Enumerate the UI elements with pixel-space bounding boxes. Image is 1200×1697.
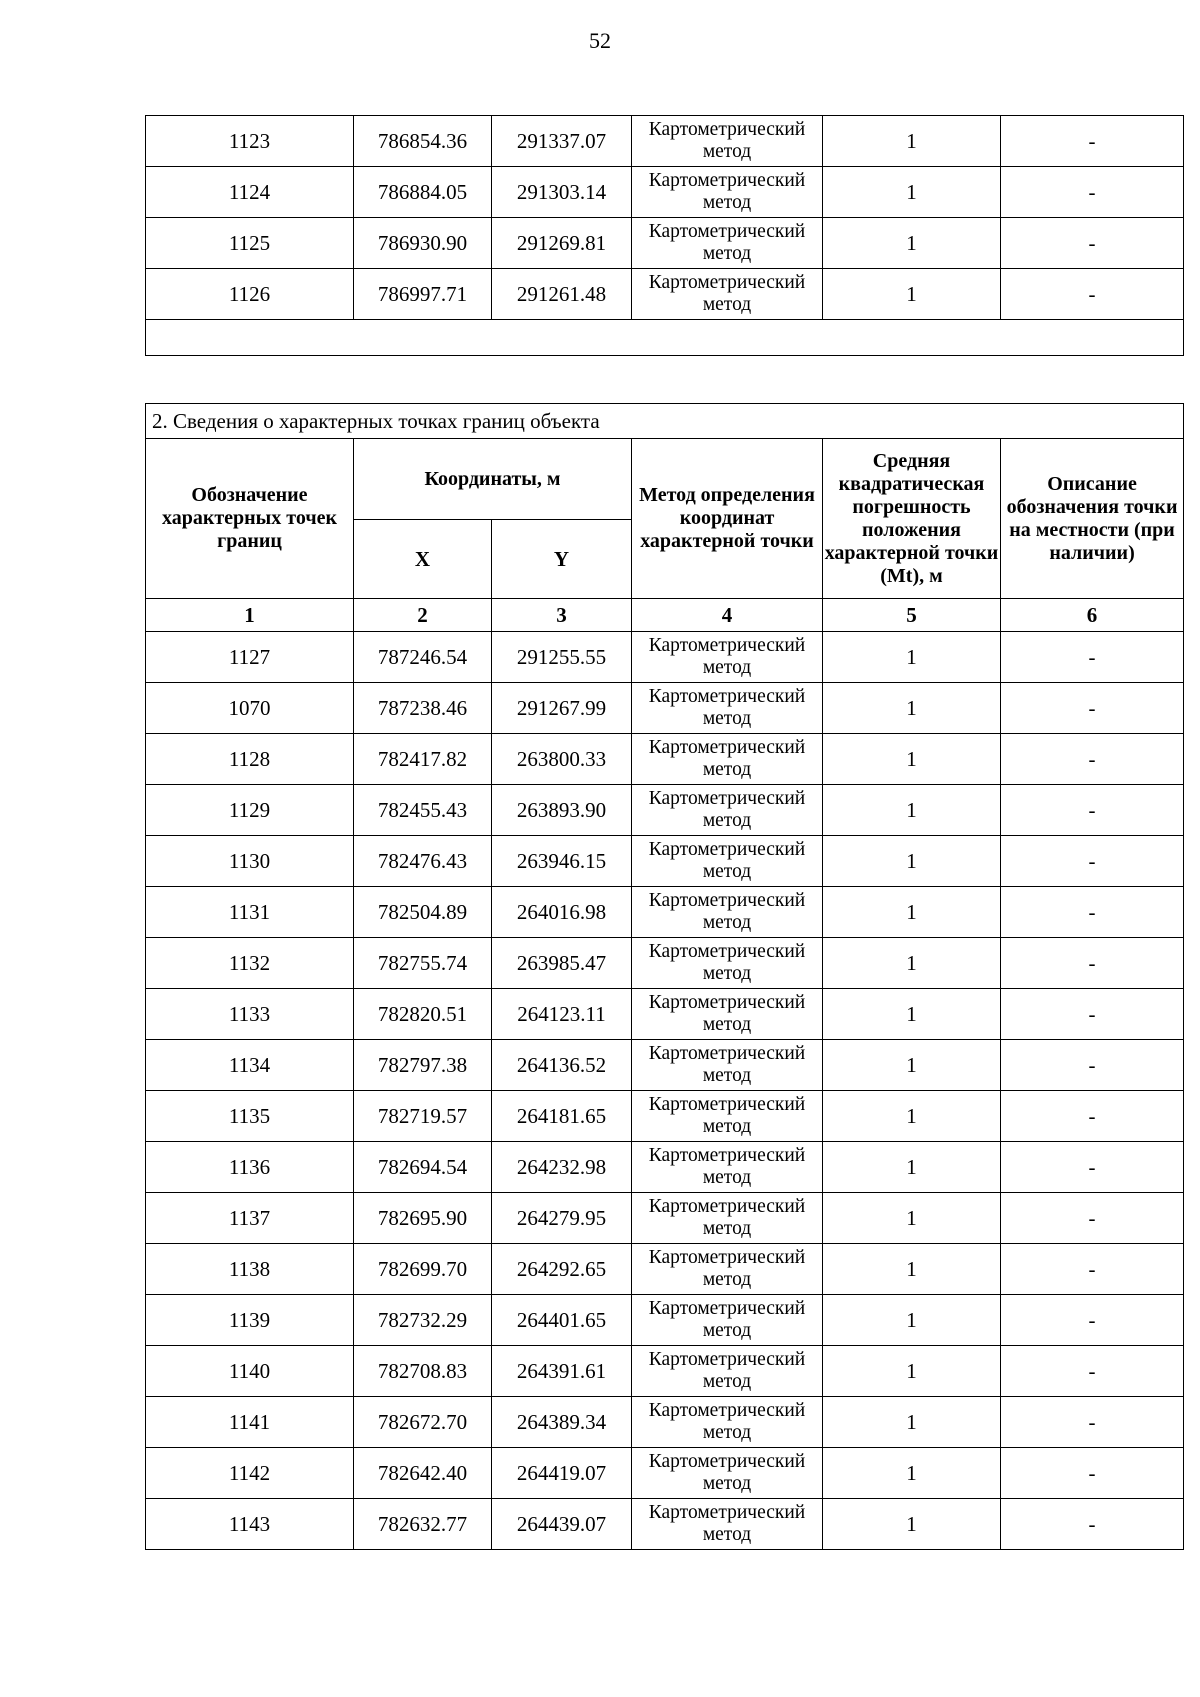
table-row <box>146 269 1184 320</box>
empty-cell <box>146 320 1184 356</box>
table-row <box>146 887 1184 938</box>
mt-cell: 1 <box>823 1397 1001 1448</box>
description-cell: - <box>1001 218 1184 269</box>
x-coordinate-cell: 782417.82 <box>354 734 492 785</box>
table-row <box>146 1448 1184 1499</box>
x-coordinate-cell: 786930.90 <box>354 218 492 269</box>
x-coordinate-cell: 786854.36 <box>354 116 492 167</box>
table-row <box>146 1040 1184 1091</box>
method-cell: Картометрический метод <box>632 734 823 785</box>
header-coordinates: Координаты, м <box>354 439 632 520</box>
description-cell: - <box>1001 836 1184 887</box>
table-row <box>146 1091 1184 1142</box>
table-row <box>146 785 1184 836</box>
method-cell: Картометрический метод <box>632 1499 823 1550</box>
method-cell: Картометрический метод <box>632 1142 823 1193</box>
y-coordinate-cell: 263800.33 <box>492 734 632 785</box>
point-id-cell: 1141 <box>146 1397 354 1448</box>
mt-cell: 1 <box>823 938 1001 989</box>
x-coordinate-cell: 782504.89 <box>354 887 492 938</box>
method-cell: Картометрический метод <box>632 683 823 734</box>
mt-cell: 1 <box>823 1193 1001 1244</box>
mt-cell: 1 <box>823 734 1001 785</box>
description-cell: - <box>1001 116 1184 167</box>
x-coordinate-cell: 787246.54 <box>354 632 492 683</box>
table-row <box>146 1244 1184 1295</box>
x-coordinate-cell: 782694.54 <box>354 1142 492 1193</box>
header-mt: Средняя квадратическая погрешность положения характерной точки (Mt), м <box>823 439 1001 599</box>
description-cell: - <box>1001 1448 1184 1499</box>
continued-table <box>145 115 1184 356</box>
y-coordinate-cell: 291337.07 <box>492 116 632 167</box>
description-cell: - <box>1001 1142 1184 1193</box>
x-coordinate-cell: 782732.29 <box>354 1295 492 1346</box>
table-row <box>146 683 1184 734</box>
column-number: 1 <box>146 599 354 632</box>
y-coordinate-cell: 263893.90 <box>492 785 632 836</box>
point-id-cell: 1131 <box>146 887 354 938</box>
x-coordinate-cell: 786997.71 <box>354 269 492 320</box>
description-cell: - <box>1001 269 1184 320</box>
description-cell: - <box>1001 1397 1184 1448</box>
column-number: 4 <box>632 599 823 632</box>
mt-cell: 1 <box>823 116 1001 167</box>
description-cell: - <box>1001 1244 1184 1295</box>
table-row <box>146 1142 1184 1193</box>
mt-cell: 1 <box>823 989 1001 1040</box>
y-coordinate-cell: 291261.48 <box>492 269 632 320</box>
x-coordinate-cell: 782755.74 <box>354 938 492 989</box>
description-cell: - <box>1001 938 1184 989</box>
method-cell: Картометрический метод <box>632 269 823 320</box>
y-coordinate-cell: 264401.65 <box>492 1295 632 1346</box>
page-number: 52 <box>589 28 611 53</box>
description-cell: - <box>1001 632 1184 683</box>
point-id-cell: 1136 <box>146 1142 354 1193</box>
y-coordinate-cell: 264016.98 <box>492 887 632 938</box>
mt-cell: 1 <box>823 1040 1001 1091</box>
table-row <box>146 632 1184 683</box>
table-row <box>146 1397 1184 1448</box>
column-number: 5 <box>823 599 1001 632</box>
description-cell: - <box>1001 734 1184 785</box>
y-coordinate-cell: 264136.52 <box>492 1040 632 1091</box>
x-coordinate-cell: 782455.43 <box>354 785 492 836</box>
method-cell: Картометрический метод <box>632 1091 823 1142</box>
method-cell: Картометрический метод <box>632 116 823 167</box>
y-coordinate-cell: 264181.65 <box>492 1091 632 1142</box>
mt-cell: 1 <box>823 836 1001 887</box>
x-coordinate-cell: 782820.51 <box>354 989 492 1040</box>
mt-cell: 1 <box>823 167 1001 218</box>
mt-cell: 1 <box>823 218 1001 269</box>
method-cell: Картометрический метод <box>632 938 823 989</box>
description-cell: - <box>1001 1295 1184 1346</box>
empty-row <box>146 320 1184 356</box>
description-cell: - <box>1001 1499 1184 1550</box>
method-cell: Картометрический метод <box>632 785 823 836</box>
y-coordinate-cell: 264292.65 <box>492 1244 632 1295</box>
point-id-cell: 1133 <box>146 989 354 1040</box>
method-cell: Картометрический метод <box>632 1193 823 1244</box>
table-row <box>146 836 1184 887</box>
x-coordinate-cell: 782642.40 <box>354 1448 492 1499</box>
description-cell: - <box>1001 167 1184 218</box>
header-method: Метод определения координат характерной точки <box>632 439 823 599</box>
header-x: X <box>354 520 492 599</box>
point-id-cell: 1140 <box>146 1346 354 1397</box>
x-coordinate-cell: 782797.38 <box>354 1040 492 1091</box>
point-id-cell: 1138 <box>146 1244 354 1295</box>
x-coordinate-cell: 782476.43 <box>354 836 492 887</box>
method-cell: Картометрический метод <box>632 167 823 218</box>
point-id-cell: 1126 <box>146 269 354 320</box>
point-id-cell: 1070 <box>146 683 354 734</box>
mt-cell: 1 <box>823 1295 1001 1346</box>
method-cell: Картометрический метод <box>632 1397 823 1448</box>
table-row <box>146 116 1184 167</box>
y-coordinate-cell: 263946.15 <box>492 836 632 887</box>
mt-cell: 1 <box>823 887 1001 938</box>
header-designation: Обозначение характерных точек границ <box>146 439 354 599</box>
description-cell: - <box>1001 683 1184 734</box>
y-coordinate-cell: 291269.81 <box>492 218 632 269</box>
header-y: Y <box>492 520 632 599</box>
point-id-cell: 1132 <box>146 938 354 989</box>
point-id-cell: 1135 <box>146 1091 354 1142</box>
mt-cell: 1 <box>823 1244 1001 1295</box>
x-coordinate-cell: 787238.46 <box>354 683 492 734</box>
description-cell: - <box>1001 785 1184 836</box>
description-cell: - <box>1001 989 1184 1040</box>
y-coordinate-cell: 264232.98 <box>492 1142 632 1193</box>
y-coordinate-cell: 291267.99 <box>492 683 632 734</box>
y-coordinate-cell: 291303.14 <box>492 167 632 218</box>
boundary-points-body <box>146 632 1184 1550</box>
boundary-points-table <box>145 403 1184 1550</box>
mt-cell: 1 <box>823 1448 1001 1499</box>
table-row <box>146 938 1184 989</box>
point-id-cell: 1139 <box>146 1295 354 1346</box>
mt-cell: 1 <box>823 1091 1001 1142</box>
point-id-cell: 1128 <box>146 734 354 785</box>
y-coordinate-cell: 264389.34 <box>492 1397 632 1448</box>
method-cell: Картометрический метод <box>632 836 823 887</box>
description-cell: - <box>1001 887 1184 938</box>
table-caption: 2. Сведения о характерных точках границ объекта <box>146 404 1184 439</box>
table-row <box>146 989 1184 1040</box>
point-id-cell: 1127 <box>146 632 354 683</box>
method-cell: Картометрический метод <box>632 632 823 683</box>
y-coordinate-cell: 264279.95 <box>492 1193 632 1244</box>
table-row <box>146 1295 1184 1346</box>
description-cell: - <box>1001 1193 1184 1244</box>
mt-cell: 1 <box>823 1346 1001 1397</box>
point-id-cell: 1130 <box>146 836 354 887</box>
point-id-cell: 1124 <box>146 167 354 218</box>
mt-cell: 1 <box>823 683 1001 734</box>
y-coordinate-cell: 264419.07 <box>492 1448 632 1499</box>
y-coordinate-cell: 264439.07 <box>492 1499 632 1550</box>
table-row <box>146 218 1184 269</box>
y-coordinate-cell: 291255.55 <box>492 632 632 683</box>
description-cell: - <box>1001 1040 1184 1091</box>
method-cell: Картометрический метод <box>632 1040 823 1091</box>
method-cell: Картометрический метод <box>632 1448 823 1499</box>
y-coordinate-cell: 264391.61 <box>492 1346 632 1397</box>
point-id-cell: 1143 <box>146 1499 354 1550</box>
y-coordinate-cell: 264123.11 <box>492 989 632 1040</box>
table-row <box>146 1193 1184 1244</box>
point-id-cell: 1137 <box>146 1193 354 1244</box>
column-number: 2 <box>354 599 492 632</box>
point-id-cell: 1125 <box>146 218 354 269</box>
x-coordinate-cell: 782632.77 <box>354 1499 492 1550</box>
x-coordinate-cell: 782672.70 <box>354 1397 492 1448</box>
method-cell: Картометрический метод <box>632 1244 823 1295</box>
column-number: 6 <box>1001 599 1184 632</box>
x-coordinate-cell: 782708.83 <box>354 1346 492 1397</box>
x-coordinate-cell: 782695.90 <box>354 1193 492 1244</box>
method-cell: Картометрический метод <box>632 1295 823 1346</box>
header-description: Описание обозначения точки на местности (при наличии) <box>1001 439 1184 599</box>
x-coordinate-cell: 786884.05 <box>354 167 492 218</box>
y-coordinate-cell: 263985.47 <box>492 938 632 989</box>
mt-cell: 1 <box>823 1499 1001 1550</box>
x-coordinate-cell: 782719.57 <box>354 1091 492 1142</box>
point-id-cell: 1142 <box>146 1448 354 1499</box>
table-row <box>146 1499 1184 1550</box>
table-row <box>146 1346 1184 1397</box>
method-cell: Картометрический метод <box>632 218 823 269</box>
column-number: 3 <box>492 599 632 632</box>
description-cell: - <box>1001 1091 1184 1142</box>
mt-cell: 1 <box>823 1142 1001 1193</box>
method-cell: Картометрический метод <box>632 887 823 938</box>
mt-cell: 1 <box>823 785 1001 836</box>
mt-cell: 1 <box>823 269 1001 320</box>
table-row <box>146 167 1184 218</box>
point-id-cell: 1129 <box>146 785 354 836</box>
continued-table-body <box>146 116 1184 320</box>
method-cell: Картометрический метод <box>632 989 823 1040</box>
point-id-cell: 1123 <box>146 116 354 167</box>
description-cell: - <box>1001 1346 1184 1397</box>
mt-cell: 1 <box>823 632 1001 683</box>
x-coordinate-cell: 782699.70 <box>354 1244 492 1295</box>
method-cell: Картометрический метод <box>632 1346 823 1397</box>
table-row <box>146 734 1184 785</box>
point-id-cell: 1134 <box>146 1040 354 1091</box>
